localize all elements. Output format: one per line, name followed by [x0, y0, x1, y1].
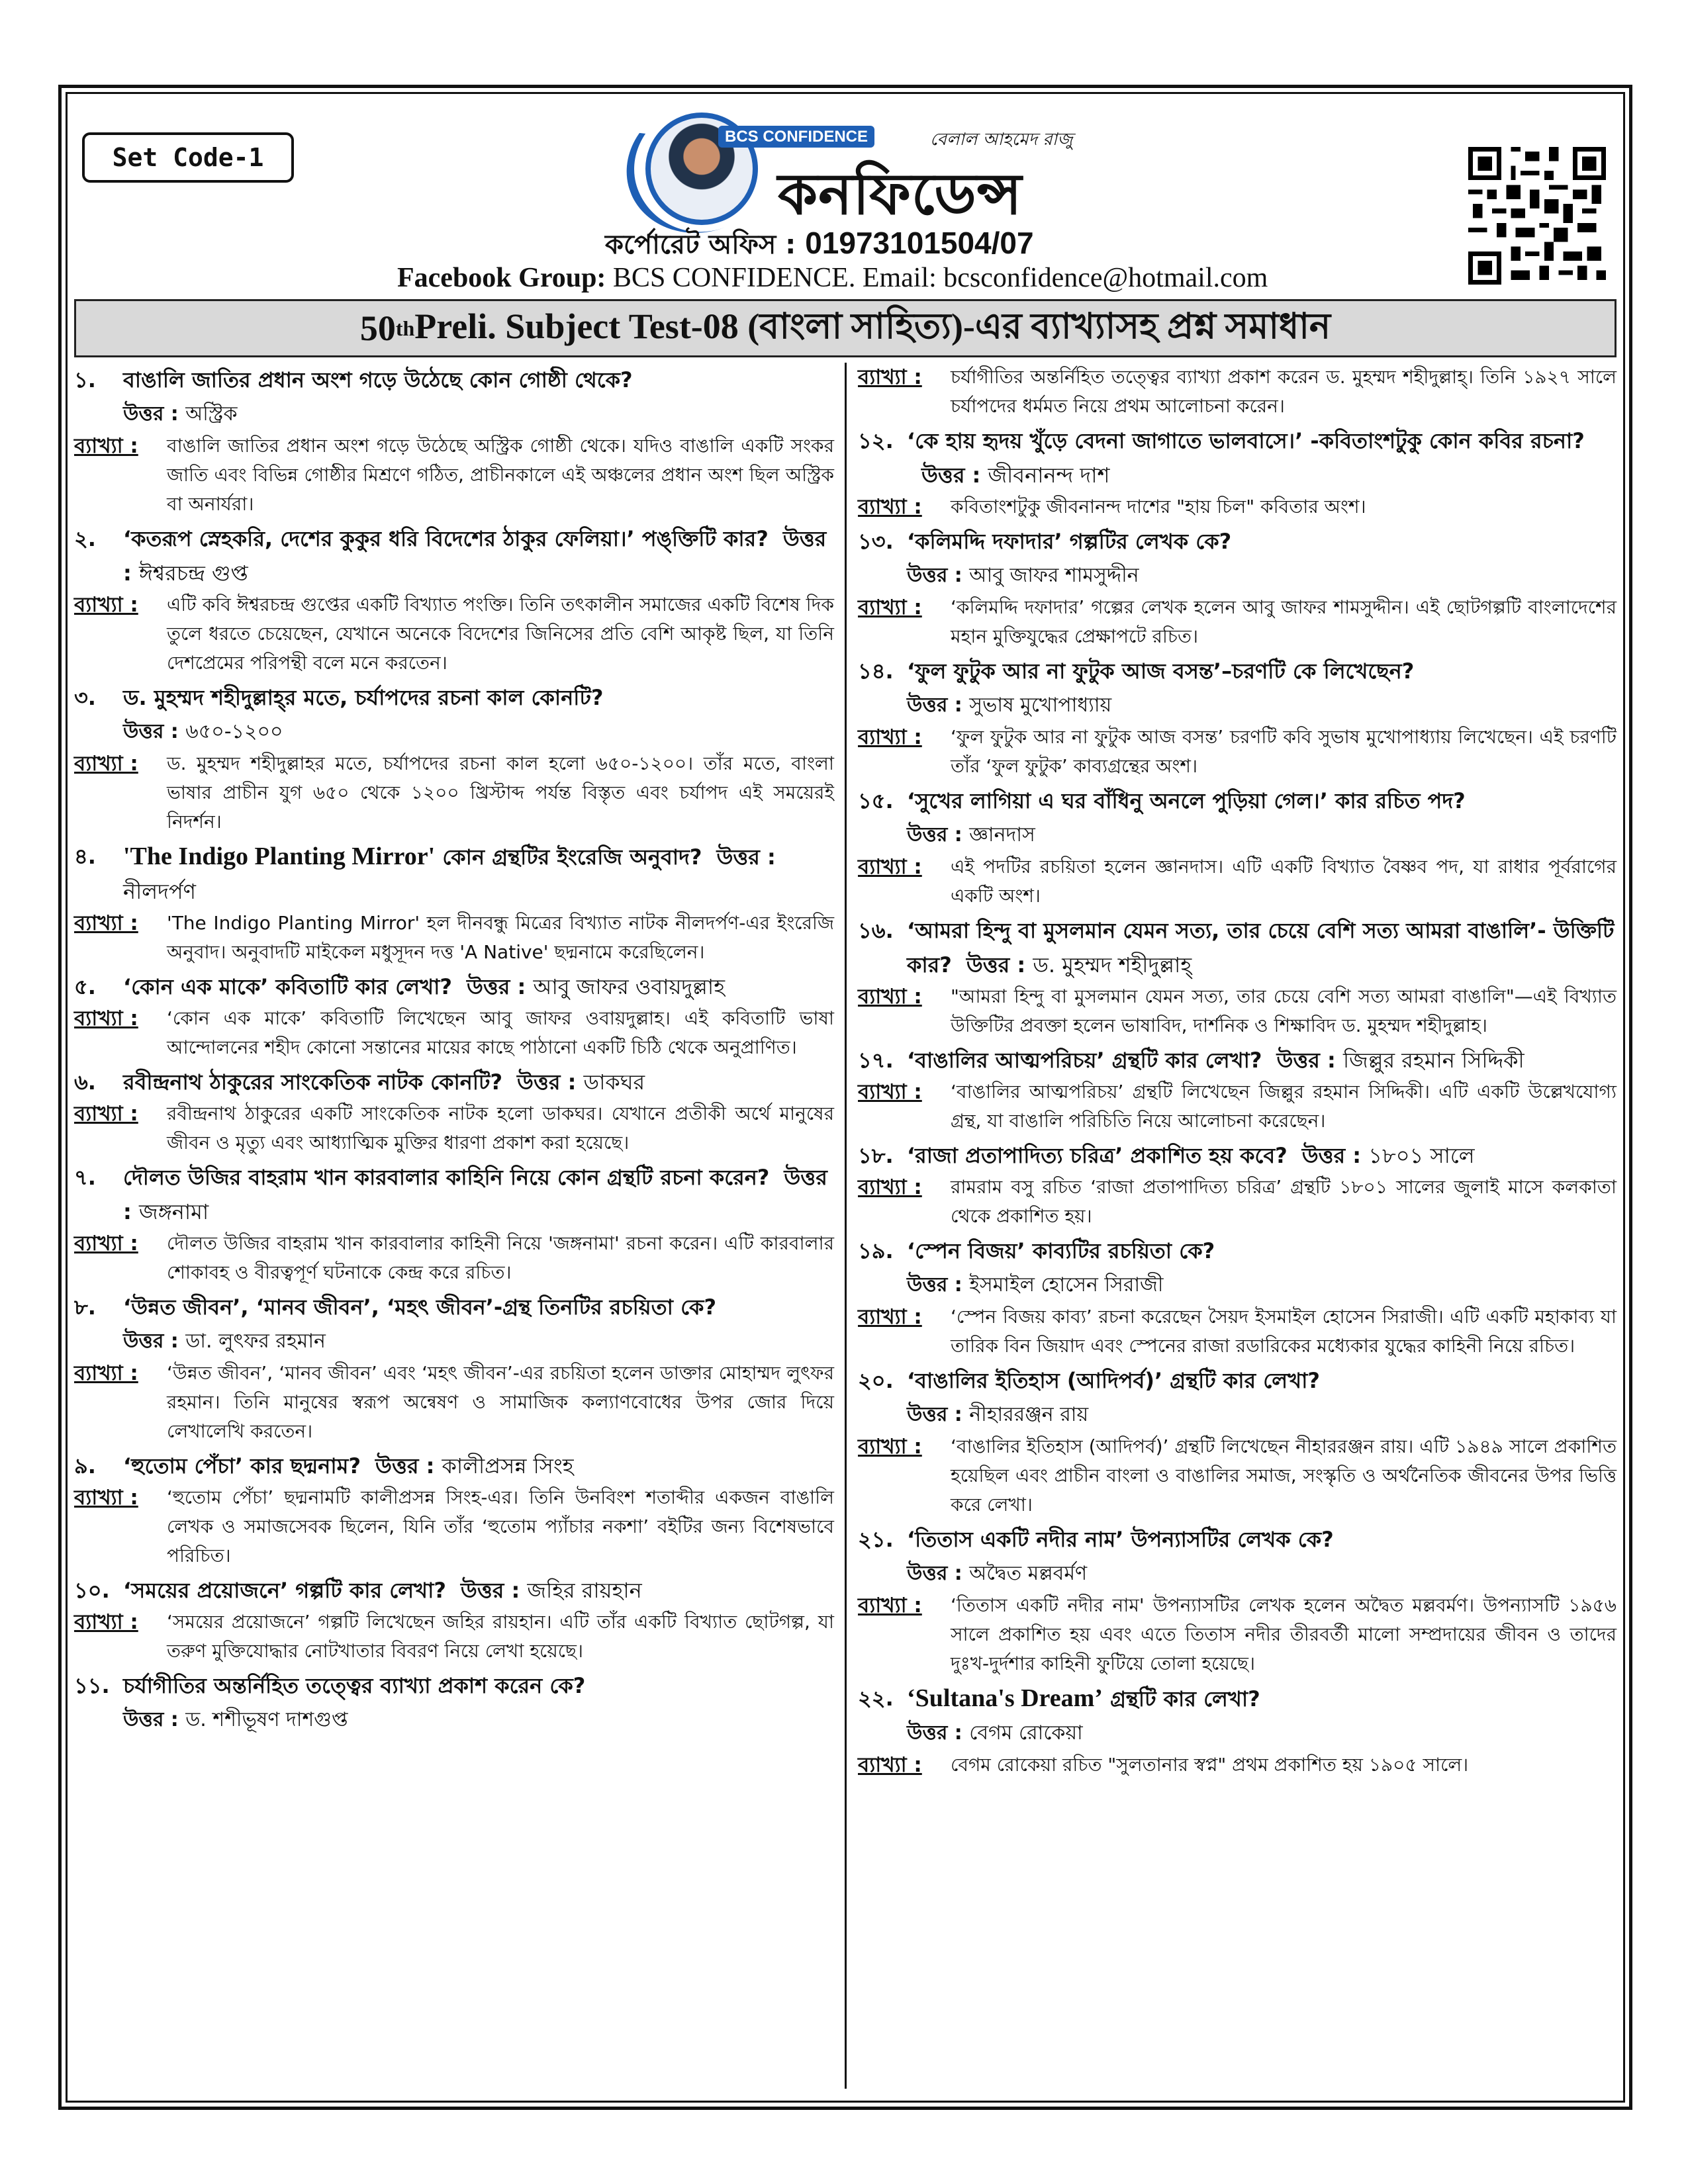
answer-21: উত্তর : অদ্বৈত মল্লবর্মণ [907, 1562, 1088, 1585]
question-18: ১৮. ‘রাজা প্রতাপাদিত্য চরিত্র’ প্রকাশিত হয় কবে? উত্তর : ১৮০১ সালে [858, 1143, 1475, 1168]
column-divider [845, 363, 847, 2089]
question-21: ২১. ‘তিতাস একটি নদীর নাম’ উপন্যাসটির লেখক কে? [858, 1527, 1334, 1552]
contact-line [397, 262, 1268, 294]
question-15: ১৫. ‘সুখের লাগিয়া এ ঘর বাঁধিনু অনলে পুড়িয়া গেল।’ কার রচিত পদ? [858, 788, 1466, 813]
qr-code-icon [1468, 147, 1606, 285]
question-20: ২০. ‘বাঙালির ইতিহাস (আদিপর্ব)’ গ্রন্থটি কার লেখা? [858, 1368, 1320, 1393]
explanation-5: ব্যাখ্যা : ‘কোন এক মাকে’ কবিতাটি লিখেছেন আবু জাফর ওবায়দুল্লাহ। এই কবিতাটি ভাষা আন্দোলনের শহীদ কোনো সন্তানের মায়ের কাছে পাঠানো একটি চিঠি থেকে অনুপ্রাণিত। [74, 1007, 834, 1058]
facebook-label: Facebook Group: [397, 263, 606, 293]
answer-19: উত্তর : ইসমাইল হোসেন সিরাজী [907, 1273, 1164, 1297]
answer-13: উত্তর : আবু জাফর শামসুদ্দীন [907, 564, 1139, 587]
answer-3: উত্তর : ৬৫০-১২০০ [123, 720, 283, 743]
explanation-15: ব্যাখ্যা : এই পদটির রচয়িতা হলেন জ্ঞানদাস। এটি একটি বিখ্যাত বৈষ্ণব পদ, যা রাধার পূর্বরাগের একটি অংশ। [858, 855, 1617, 907]
left-column [74, 363, 834, 1737]
explanation-8: ব্যাখ্যা : ‘উন্নত জীবন’, ‘মানব জীবন’ এবং ‘মহৎ জীবন’-এর রচয়িতা হলেন ডাক্তার মোহাম্মদ লুৎফর রহমান। তিনি মানুষের স্বরূপ অন্বেষণ ও সামাজিক কল্যাণবোধের উপর জোর দিয়ে লেখালেখি করতেন। [74, 1361, 834, 1442]
question-3: ৩. ড. মুহম্মদ শহীদুল্লাহ্‌র মতে, চর্যাপদের রচনা কাল কোনটি? [74, 685, 604, 710]
question-8: ৮. ‘উন্নত জীবন’, ‘মানব জীবন’, ‘মহৎ জীবন’-গ্রন্থ তিনটির রচয়িতা কে? [74, 1295, 717, 1320]
question-1: ১. বাঙালি জাতির প্রধান অংশ গড়ে উঠেছে কোন গোষ্ঠী থেকে? [74, 367, 633, 392]
explanation-21: ব্যাখ্যা : ‘তিতাস একটি নদীর নাম' উপন্যাসটির লেখক হলেন অদ্বৈত মল্লবর্মণ। উপন্যাসটি ১৯৫৬ সালে প্রকাশিত হয় এবং এতে তিতাস নদীর তীরবর্তী মালো সম্প্রদায়ের জীবন ও তাদের দুঃখ-দুর্দশার কাহিনী ফুটিয়ে তোলা হয়েছে। [858, 1594, 1617, 1674]
confidence-logo [619, 99, 1096, 228]
question-2: ২. ‘কতরূপ স্নেহকরি, দেশের কুকুর ধরি বিদেশের ঠাকুর ফেলিয়া।’ পঙ্‌ক্তিটি কার? উত্তর : ঈশ্বরচন্দ্র গুপ্ত [74, 526, 827, 586]
answer-8: উত্তর : ডা. লুৎফর রহমান [123, 1330, 326, 1353]
explanation-1: ব্যাখ্যা : বাঙালি জাতির প্রধান অংশ গড়ে উঠেছে অস্ট্রিক গোষ্ঠী থেকে। যদিও বাঙালি একটি সংকর জাতি এবং বিভিন্ন গোষ্ঠীর মিশ্রণে গঠিত, প্রাচীনকালে এই অঞ্চলের প্রধান অংশ ছিল অস্ট্রিক বা অনার্যরা। [74, 434, 834, 515]
question-17: ১৭. ‘বাঙালির আত্মপরিচয়’ গ্রন্থটি কার লেখা? উত্তর : জিল্লুর রহমান সিদ্দিকী [858, 1048, 1524, 1073]
title-number: 50 [359, 308, 396, 348]
logo-badge: BCS CONFIDENCE [718, 126, 874, 148]
page-title [74, 299, 1617, 357]
explanation-19: ব্যাখ্যা : ‘স্পেন বিজয় কাব্য’ রচনা করেছেন সৈয়দ ইসমাইল হোসেন সিরাজী। এটি একটি মহাকাব্য যা তারিক বিন জিয়াদ এবং স্পেনের রাজা রডারিকের মধ্যেকার যুদ্ধের কাহিনী নিয়ে রচিত। [858, 1305, 1617, 1357]
answer-11: উত্তর : ড. শশীভূষণ দাশগুপ্ত [123, 1708, 348, 1731]
answer-15: উত্তর : জ্ঞানদাস [907, 823, 1035, 846]
question-14: ১৪. ‘ফুল ফুটুক আর না ফুটুক আজ বসন্ত’–চরণটি কে লিখেছেন? [858, 659, 1415, 684]
logo-author: বেলাল আহমেদ রাজু [930, 130, 1073, 150]
explanation-20: ব্যাখ্যা : ‘বাঙালির ইতিহাস (আদিপর্ব)’ গ্রন্থটি লিখেছেন নীহাররঞ্জন রায়। এটি ১৯৪৯ সালে প্রকাশিত হয়েছিল এবং প্রাচীন বাংলা ও বাঙালির সমাজ, সংস্কৃতি ও অর্থনৈতিক জীবনের উপর ভিত্তি করে লেখা। [858, 1435, 1617, 1516]
explanation-13: ব্যাখ্যা : ‘কলিমদ্দি দফাদার’ গল্পের লেখক হলেন আবু জাফর শামসুদ্দীন। এই ছোটগল্পটি বাংলাদেশের মহান মুক্তিযুদ্ধের প্রেক্ষাপটে রচিত। [858, 596, 1617, 647]
explanation-4: ব্যাখ্যা : 'The Indigo Planting Mirror' হল দীনবন্ধু মিত্রের বিখ্যাত নাটক নীলদর্পণ-এর ইংরেজি অনুবাদ। অনুবাদটি মাইকেল মধুসূদন দত্ত 'A Native' ছদ্মনামে করেছিলেন। [74, 911, 834, 963]
explanation-2: ব্যাখ্যা : এটি কবি ঈশ্বরচন্দ্র গুপ্তের একটি বিখ্যাত পংক্তি। তিনি তৎকালীন সমাজের একটি বিশেষ দিক তুলে ধরতে চেয়েছেন, যেখানে অনেকে বিদেশের জিনিসের প্রতি বেশি আকৃষ্ট ছিল, যা তিনি দেশপ্রেমের পরিপন্থী বলে মনে করতেন। [74, 593, 834, 674]
explanation-16: ব্যাখ্যা : "আমরা হিন্দু বা মুসলমান যেমন সত্য, তার চেয়ে বেশি সত্য আমরা বাঙালি"—এই বিখ্যাত উক্তিটির প্রবক্তা হলেন ভাষাবিদ, দার্শনিক ও শিক্ষাবিদ ড. মুহম্মদ শহীদুল্লাহ। [858, 985, 1617, 1036]
contact-text: BCS CONFIDENCE. Email: bcsconfidence@hotmail.com [606, 263, 1268, 293]
title-text: Preli. Subject Test-08 (বাংলা সাহিত্য)-এর ব্যাখ্যাসহ প্রশ্ন সমাধান [414, 306, 1331, 346]
corporate-label: কর্পোরেট অফিস : [605, 230, 806, 260]
answer-14: উত্তর : সুভাষ মুখোপাধ্যায় [907, 694, 1112, 717]
answer-22: উত্তর : বেগম রোকেয়া [907, 1721, 1083, 1745]
explanation-10: ব্যাখ্যা : ‘সময়ের প্রয়োজনে’ গল্পটি লিখেছেন জহির রায়হান। এটি তাঁর একটি বিখ্যাত ছোটগল্প, যা তরুণ মুক্তিযোদ্ধার নোটখাতার বিবরণ নিয়ে লেখা হয়েছে। [74, 1610, 834, 1662]
answer-1: উত্তর : অস্ট্রিক [123, 402, 238, 426]
explanation-17: ব্যাখ্যা : ‘বাঙালির আত্মপরিচয়’ গ্রন্থটি লিখেছেন জিল্লুর রহমান সিদ্দিকী। এটি একটি উল্লেখযোগ্য গ্রন্থ, যা বাঙালি পরিচিতি নিয়ে আলোচনা করেছেন। [858, 1080, 1617, 1132]
corporate-office [605, 224, 1034, 268]
question-22: ২২. ‘Sultana's Dream’ গ্রন্থটি কার লেখা? [858, 1684, 1260, 1712]
question-9: ৯. ‘হুতোম পেঁচা’ কার ছদ্মনাম? উত্তর : কালীপ্রসন্ন সিংহ [74, 1453, 574, 1479]
explanation-7: ব্যাখ্যা : দৌলত উজির বাহরাম খান কারবালার কাহিনী নিয়ে 'জঙ্গনামা' রচনা করেন। এটি কারবালার শোকাবহ ও বীরত্বপূর্ণ ঘটনাকে কেন্দ্র করে রচিত। [74, 1232, 834, 1283]
explanation-6: ব্যাখ্যা : রবীন্দ্রনাথ ঠাকুরের একটি সাংকেতিক নাটক হলো ডাকঘর। যেখানে প্রতীকী অর্থে মানুষের জীবন ও মৃত্যু এবং আধ্যাত্মিক মুক্তির ধারণা প্রকাশ করা হয়েছে। [74, 1102, 834, 1154]
explanation-12: ব্যাখ্যা : কবিতাংশটুকু জীবনানন্দ দাশের "হায় চিল" কবিতার অংশ। [858, 495, 1366, 519]
explanation-18: ব্যাখ্যা : রামরাম বসু রচিত ‘রাজা প্রতাপাদিত্য চরিত্র’ গ্রন্থটি ১৮০১ সালের জুলাই মাসে কলকাতা থেকে প্রকাশিত হয়। [858, 1175, 1617, 1227]
question-7: ৭. দৌলত উজির বাহরাম খান কারবালার কাহিনি নিয়ে কোন গ্রন্থটি রচনা করেন? উত্তর : জঙ্গনামা [74, 1165, 827, 1224]
question-6: ৬. রবীন্দ্রনাথ ঠাকুরের সাংকেতিক নাটক কোনটি? উত্তর : ডাকঘর [74, 1069, 645, 1095]
question-10: ১০. ‘সময়ের প্রয়োজনে’ গল্পটি কার লেখা? উত্তর : জহির রায়হান [74, 1578, 642, 1603]
question-13: ১৩. ‘কলিমদ্দি দফাদার’ গল্পটির লেখক কে? [858, 529, 1232, 554]
answer-20: উত্তর : নীহাররঞ্জন রায় [907, 1403, 1089, 1426]
explanation-22: ব্যাখ্যা : বেগম রোকেয়া রচিত "সুলতানার স্বপ্ন" প্রথম প্রকাশিত হয় ১৯০৫ সালে। [858, 1753, 1469, 1777]
set-code-box: Set Code-1 [82, 132, 294, 183]
explanation-9: ব্যাখ্যা : ‘হুতোম পেঁচা’ ছদ্মনামটি কালীপ্রসন্ন সিংহ-এর। তিনি উনবিংশ শতাব্দীর একজন বাঙালি লেখক ও সমাজসেবক ছিলেন, যিনি তাঁর ‘হুতোম প্যাঁচার নকশা’ বইটির জন্য বিশেষভাবে পরিচিত। [74, 1486, 834, 1567]
explanation-11: ব্যাখ্যা : চর্যাগীতির অন্তর্নিহিত তত্ত্বের ব্যাখ্যা প্রকাশ করেন ড. মুহম্মদ শহীদুল্লাহ্‌। তিনি ১৯২৭ সালে চর্যাপদের ধর্মমত নিয়ে প্রথম আলোচনা করেন। [858, 365, 1617, 417]
question-19: ১৯. ‘স্পেন বিজয়’ কাব্যটির রচয়িতা কে? [858, 1238, 1215, 1263]
explanation-3: ব্যাখ্যা : ড. মুহম্মদ শহীদুল্লাহর মতে, চর্যাপদের রচনা কাল হলো ৬৫০-১২০০। তাঁর মতে, বাংলা ভাষার প্রাচীন যুগ ৬৫০ থেকে ১২০০ খ্রিস্টাব্দ পর্যন্ত বিস্তৃত এবং চর্যাপদ এই সময়েরই নিদর্শন। [74, 752, 834, 833]
corporate-phone: 01973101504/07 [805, 226, 1034, 260]
question-5: ৫. ‘কোন এক মাকে’ কবিতাটি কার লেখা? উত্তর : আবু জাফর ওবায়দুল্লাহ [74, 974, 726, 999]
title-superscript: th [395, 316, 415, 340]
question-11: ১১. চর্যাগীতির অন্তর্নিহিত তত্ত্বের ব্যাখ্যা প্রকাশ করেন কে? [74, 1673, 586, 1698]
question-4: ৪. 'The Indigo Planting Mirror' কোন গ্রন্থটির ইংরেজি অনুবাদ? উত্তর : নীলদর্পণ [74, 842, 776, 904]
logo-brand: কনফিডেন্স [778, 161, 1023, 228]
question-16: ১৬. ‘আমরা হিন্দু বা মুসলমান যেমন সত্য, তার চেয়ে বেশি সত্য আমরা বাঙালি’- উক্তিটি কার? উত্তর : ড. মুহম্মদ শহীদুল্লাহ্‌ [858, 918, 1615, 978]
explanation-14: ব্যাখ্যা : ‘ফুল ফুটুক আর না ফুটুক আজ বসন্ত’ চরণটি কবি সুভাষ মুখোপাধ্যায় লিখেছেন। এই চরণটি তাঁর ‘ফুল ফুটুক’ কাব্যগ্রন্থের অংশ। [858, 725, 1617, 777]
question-12: ১২. ‘কে হায় হৃদয় খুঁড়ে বেদনা জাগাতে ভালবাসে।’ -কবিতাংশটুকু কোন কবির রচনা?উত্তর : জীবনানন্দ দাশ [858, 428, 1585, 488]
right-column [858, 363, 1617, 1782]
